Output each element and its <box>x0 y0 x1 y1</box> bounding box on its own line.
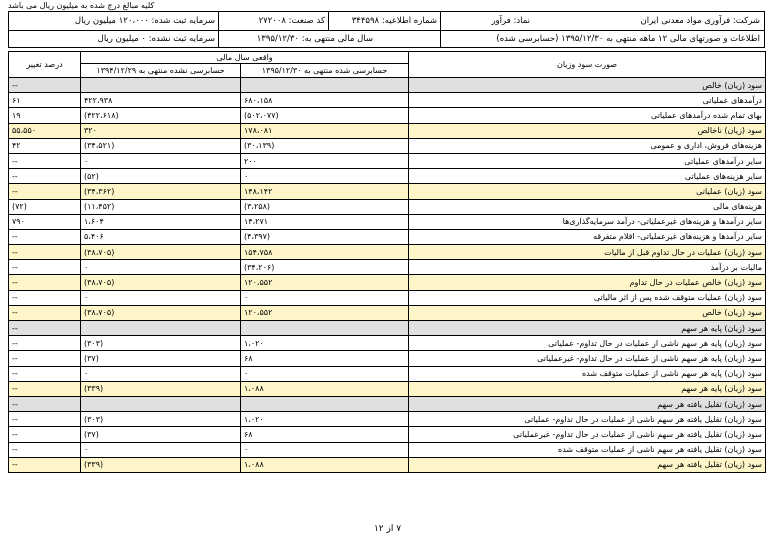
table-row <box>9 396 766 411</box>
change-percent: -- <box>9 260 81 275</box>
table-row <box>9 412 766 427</box>
prior-value: (۳۷) <box>81 351 241 366</box>
prior-value <box>81 78 241 93</box>
industry-code: کد صنعت: ۲۷۲۰۰۸ <box>258 16 325 26</box>
table-row <box>9 381 766 396</box>
change-percent: -- <box>9 396 81 411</box>
change-percent: -- <box>9 245 81 260</box>
row-label: درآمدهای عملیاتی <box>409 93 766 108</box>
table-row <box>9 199 766 214</box>
prior-value: (۴۲۲،۶۱۸) <box>81 108 241 123</box>
current-value: ۱۴۸،۱۴۲ <box>241 184 409 199</box>
table-row <box>9 78 766 93</box>
current-value: ۰ <box>241 290 409 305</box>
row-label: مالیات بر درآمد <box>409 260 766 275</box>
fiscal-year: سال مالی منتهی به: ۱۳۹۵/۱۲/۳۰ <box>256 34 373 44</box>
change-percent: -- <box>9 275 81 290</box>
current-value: ۱۲۰،۵۵۲ <box>241 305 409 320</box>
prior-value: ۰ <box>81 366 241 381</box>
table-row <box>9 108 766 123</box>
current-value: ۱،۰۸۸ <box>241 457 409 472</box>
change-percent: -- <box>9 184 81 199</box>
prior-value: (۳۴،۳۶۲) <box>81 184 241 199</box>
prior-value <box>81 396 241 411</box>
change-percent: -- <box>9 427 81 442</box>
row-label: سود (زیان) عملیات در حال تداوم قبل از مالیات <box>409 245 766 260</box>
prior-value: (۳۳۹) <box>81 457 241 472</box>
change-percent: ۱۹ <box>9 108 81 123</box>
current-value: ۰ <box>241 366 409 381</box>
current-value: ۱،۰۸۸ <box>241 381 409 396</box>
row-label: سایر هزینه‌های عملیاتی <box>409 169 766 184</box>
table-row <box>9 153 766 168</box>
current-value <box>241 396 409 411</box>
current-value: (۵۰۲،۰۷۷) <box>241 108 409 123</box>
table-row <box>9 305 766 320</box>
row-label: سود (زیان) پایه هر سهم ناشی از عملیات در حال تداوم- عملیاتی <box>409 336 766 351</box>
table-row <box>9 260 766 275</box>
prior-value: (۳۴،۵۲۱) <box>81 138 241 153</box>
current-value: ۶۸۰،۱۵۸ <box>241 93 409 108</box>
prior-value: ۵،۴۰۶ <box>81 229 241 244</box>
page-number: ۷ از ۱۲ <box>373 524 402 534</box>
change-percent: ۴۲ <box>9 138 81 153</box>
row-label: سود (زیان) پایه هر سهم <box>409 381 766 396</box>
prior-value: ۰ <box>81 153 241 168</box>
table-row <box>9 214 766 229</box>
col-header-current: حسابرسی شده منتهی به ۱۳۹۵/۱۲/۳۰ <box>241 64 409 78</box>
change-percent: ۷۹۰ <box>9 214 81 229</box>
table-row <box>9 457 766 472</box>
symbol: نماد: فرآور <box>491 16 530 26</box>
prior-value: ۱،۶۰۴ <box>81 214 241 229</box>
table-row <box>9 123 766 138</box>
row-label: سود (زیان) عملیاتی <box>409 184 766 199</box>
prior-value: (۳۸،۷۰۵) <box>81 305 241 320</box>
row-label: سود (زیان) تقلیل یافته هر سهم <box>409 396 766 411</box>
row-label: سود (زیان) خالص <box>409 305 766 320</box>
change-percent: -- <box>9 290 81 305</box>
table-row <box>9 442 766 457</box>
table-row <box>9 366 766 381</box>
row-label: سود (زیان) عملیات متوقف شده پس از اثر مالیاتی <box>409 290 766 305</box>
change-percent: -- <box>9 321 81 336</box>
current-value: ۱۴،۲۷۱ <box>241 214 409 229</box>
table-row <box>9 275 766 290</box>
change-percent: -- <box>9 153 81 168</box>
prior-value: ۰ <box>81 260 241 275</box>
change-percent: -- <box>9 305 81 320</box>
income-statement-table <box>8 51 766 473</box>
table-row <box>9 229 766 244</box>
change-percent: -- <box>9 381 81 396</box>
current-value: ۱۷۸،۰۸۱ <box>241 123 409 138</box>
row-label: سود (زیان) تقلیل یافته هر سهم ناشی از عملیات متوقف شده <box>409 442 766 457</box>
prior-value: (۳۷) <box>81 427 241 442</box>
current-value: (۴،۳۹۷) <box>241 229 409 244</box>
report-header <box>8 11 765 48</box>
prior-value: ۴۲۲،۹۳۸ <box>81 93 241 108</box>
table-row <box>9 169 766 184</box>
row-label: سایر درآمدها و هزینه‌های غیرعملیاتی- اقلام متفرقه <box>409 229 766 244</box>
table-row <box>9 184 766 199</box>
row-label: هزینه‌های فروش، اداری و عمومی <box>409 138 766 153</box>
prior-value: (۱۱،۴۵۲) <box>81 199 241 214</box>
col-header-group: واقعی سال مالی <box>81 52 409 64</box>
table-row <box>9 138 766 153</box>
header-row-1 <box>9 12 764 31</box>
row-label: سود (زیان) تقلیل یافته هر سهم ناشی از عملیات در حال تداوم- غیرعملیاتی <box>409 427 766 442</box>
row-label: سود (زیان) خالص عملیات در حال تداوم <box>409 275 766 290</box>
row-label: سود (زیان) پایه هر سهم <box>409 321 766 336</box>
change-percent: -- <box>9 336 81 351</box>
row-label: سود (زیان) پایه هر سهم ناشی از عملیات در حال تداوم- غیرعملیاتی <box>409 351 766 366</box>
prior-value: ۰ <box>81 442 241 457</box>
change-percent: -- <box>9 457 81 472</box>
prior-value: (۳۸،۷۰۵) <box>81 275 241 290</box>
current-value <box>241 78 409 93</box>
current-value: (۳۰،۱۳۹) <box>241 138 409 153</box>
table-row <box>9 245 766 260</box>
current-value: ۶۸ <box>241 427 409 442</box>
unregistered-capital: سرمایه ثبت نشده: ۰ میلیون ریال <box>97 34 215 44</box>
table-row <box>9 427 766 442</box>
prior-value: (۵۲) <box>81 169 241 184</box>
change-percent: -- <box>9 366 81 381</box>
row-label: سایر درآمدهای عملیاتی <box>409 153 766 168</box>
current-value: ۱،۰۲۰ <box>241 336 409 351</box>
current-value: ۱،۰۲۰ <box>241 412 409 427</box>
table-row <box>9 351 766 366</box>
prior-value: (۳۳۹) <box>81 381 241 396</box>
report-title: اطلاعات و صورتهای مالی ۱۲ ماهه منتهی به ۱۳۹۵/۱۲/۳۰ (حسابرسی شده) <box>496 34 760 44</box>
col-header-change: درصد تغییر <box>9 52 81 78</box>
current-value <box>241 321 409 336</box>
company-name: شرکت: فرآوری مواد معدنی ایران <box>640 16 760 26</box>
row-label: بهای تمام شده درآمدهای عملیاتی <box>409 108 766 123</box>
change-percent: -- <box>9 169 81 184</box>
current-value: ۰ <box>241 169 409 184</box>
table-row <box>9 290 766 305</box>
change-percent: -- <box>9 442 81 457</box>
current-value: ۲۰۰ <box>241 153 409 168</box>
current-value: ۱۲۰،۵۵۲ <box>241 275 409 290</box>
current-value: ۶۸ <box>241 351 409 366</box>
prior-value: (۳۰۳) <box>81 336 241 351</box>
row-label: سود (زیان) پایه هر سهم ناشی از عملیات متوقف شده <box>409 366 766 381</box>
table-row <box>9 336 766 351</box>
row-label: سود (زیان) ناخالص <box>409 123 766 138</box>
prior-value: ۳۲۰ <box>81 123 241 138</box>
row-label: سود (زیان) تقلیل یافته هر سهم <box>409 457 766 472</box>
prior-value: (۳۸،۷۰۵) <box>81 245 241 260</box>
change-percent: (۷۲) <box>9 199 81 214</box>
row-label: سود (زیان) تقلیل یافته هر سهم ناشی از عملیات در حال تداوم- عملیاتی <box>409 412 766 427</box>
change-percent: -- <box>9 351 81 366</box>
amounts-note: کلیه مبالغ درج شده به میلیون ریال می باشد <box>8 1 155 10</box>
table-header-row <box>9 52 766 64</box>
change-percent: -- <box>9 412 81 427</box>
col-header-prior: حسابرسی نشده منتهی به ۱۳۹۴/۱۲/۲۹ <box>81 64 241 78</box>
row-label: هزینه‌های مالی <box>409 199 766 214</box>
registered-capital: سرمایه ثبت شده: ۱۲۰،۰۰۰ میلیون ریال <box>74 16 215 26</box>
current-value: ۱۵۴،۷۵۸ <box>241 245 409 260</box>
prior-value: ۰ <box>81 290 241 305</box>
change-percent: ۶۱ <box>9 93 81 108</box>
change-percent: ۵۵،۵۵۰ <box>9 123 81 138</box>
table-row <box>9 321 766 336</box>
change-percent: -- <box>9 229 81 244</box>
col-header-label: صورت سود وزیان <box>409 52 766 78</box>
current-value: (۳۴،۲۰۶) <box>241 260 409 275</box>
notice-number: شماره اطلاعیه: ۳۴۴۵۹۸ <box>351 16 437 26</box>
current-value: (۳،۲۵۸) <box>241 199 409 214</box>
prior-value <box>81 321 241 336</box>
row-label: سایر درآمدها و هزینه‌های غیرعملیاتی- درآمد سرمایه‌گذاری‌ها <box>409 214 766 229</box>
prior-value: (۳۰۳) <box>81 412 241 427</box>
table-row <box>9 93 766 108</box>
change-percent: -- <box>9 78 81 93</box>
header-row-2 <box>9 30 764 48</box>
current-value: ۰ <box>241 442 409 457</box>
row-label: سود (زیان) خالص <box>409 78 766 93</box>
